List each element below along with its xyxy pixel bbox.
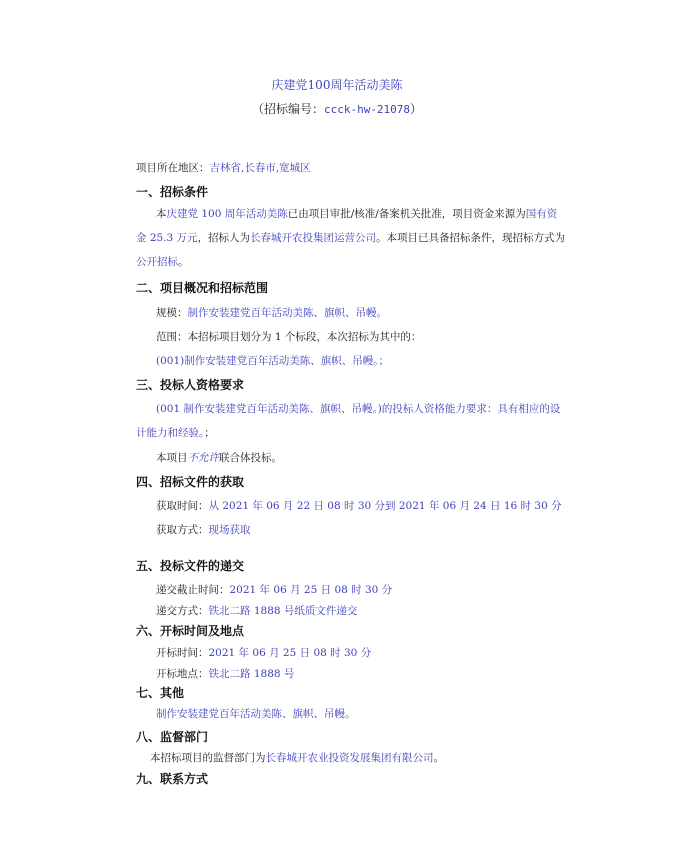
section-1-body [136,202,566,274]
project-location [136,160,311,175]
section-5-heading: 五、投标文件的递交 [136,559,245,573]
section-2-heading: 二、项目概况和招标范围 [136,281,269,295]
document-title: 庆建党100周年活动美陈 [271,78,403,92]
text: 本项目 [156,452,188,464]
deadline-value: 2021 年 06 月 25 日 08 时 30 分 [229,584,393,596]
section-3-heading: 三、投标人资格要求 [136,378,245,392]
text: 。本项目已具备招标条件，现招标方式为 [376,232,566,244]
range-line: 范围：本招标项目划分为 1 个标段，本次招标为其中的： [156,331,422,343]
tender-number [0,100,674,117]
section-8-heading: 八、监督部门 [136,730,209,744]
text: 本招标项目的监督部门为 [150,752,266,764]
acquire-way-value: 现场获取 [208,524,251,536]
qualification-text [136,397,566,445]
joint-bid-status: 不允许 [187,452,219,464]
lot-line: (001)制作安装建党百年活动美陈、旗帜、吊幔。； [156,355,389,367]
joint-bid-line [156,450,282,465]
opening-time-value: 2021 年 06 月 25 日 08 时 30 分 [208,647,372,659]
acquire-time-label: 获取时间： [156,500,209,512]
qualification-requirement: 具有相应的设计能力和经验。 [136,403,561,439]
deadline-line [156,582,392,597]
acquire-way-label: 获取方式： [156,524,209,536]
submit-method-line [156,603,357,618]
text: ，招标人为 [197,232,251,244]
opening-place-label: 开标地点： [156,668,209,680]
section-6-heading: 六、开标时间及地点 [136,624,245,638]
text: 联合体投标。 [219,452,282,464]
submit-method-label: 递交方式： [156,605,209,617]
fund-source: 国有资金 25.3 万元 [136,208,558,244]
opening-place-line [156,666,294,681]
qualification-lot: (001 制作安装建党百年活动美陈、旗帜、吊幔。)的投标人资格能力要求： [156,403,498,415]
location-value: 吉林省,长春市,宽城区 [209,162,311,174]
text: 。 [433,752,444,764]
acquire-time-line [156,498,562,513]
section-9-heading: 九、联系方式 [136,772,209,786]
scale-value: 制作安装建党百年活动美陈、旗帜、吊幔。 [187,307,387,319]
acquire-time-value: 从 2021 年 06 月 22 日 08 时 30 分到 2021 年 06 月 24 日 16 时 30 分 [208,500,562,512]
supervisor-line [150,750,444,765]
opening-time-label: 开标时间： [156,647,209,659]
project-name: 庆建党 100 周年活动美陈 [166,208,288,220]
location-label: 项目所在地区： [136,162,210,174]
acquire-way-line [156,522,251,537]
opening-time-line [156,645,371,660]
supervisor-dept: 长春城开农业投资发展集团有限公司 [265,752,434,764]
other-text: 制作安装建党百年活动美陈、旗帜、吊幔。 [156,708,356,720]
tender-number-suffix: ） [410,102,423,116]
scale-label: 规模： [156,307,188,319]
section-7-heading: 七、其他 [136,686,185,700]
text: 已由项目审批/核准/备案机关批准，项目资金来源为 [287,208,526,220]
text: 本 [156,208,167,220]
tender-method: 公开招标 [136,256,178,268]
deadline-label: 递交截止时间： [156,584,230,596]
scale-line [156,305,387,320]
opening-place-value: 铁北二路 1888 号 [208,668,295,680]
text: 。 [178,256,189,268]
text: ； [204,427,215,439]
tender-number-code: ccck-hw-21078 [323,103,411,116]
tender-number-prefix: （招标编号： [251,102,324,116]
tenderer: 长春城开农投集团运营公司 [250,232,377,244]
submit-method-value: 铁北二路 1888 号纸质文件递交 [208,605,358,617]
section-4-heading: 四、招标文件的获取 [136,475,245,489]
section-1-heading: 一、招标条件 [136,185,209,199]
